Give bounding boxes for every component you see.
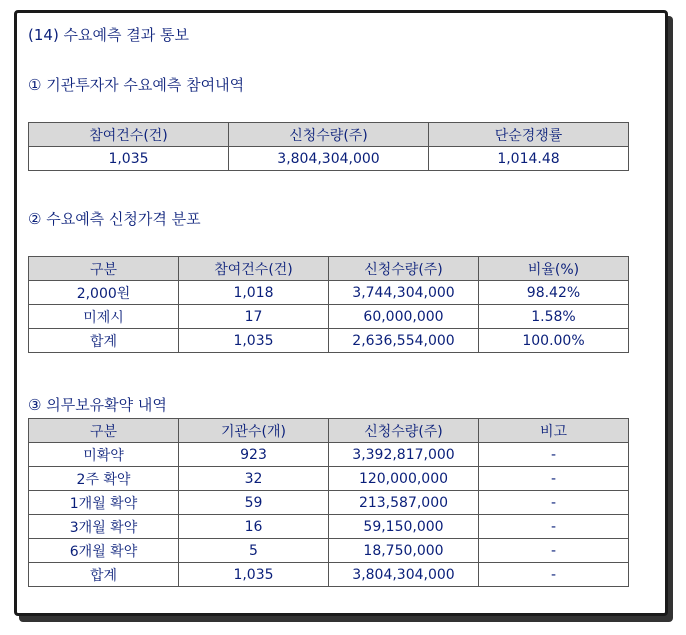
cell: - xyxy=(479,443,629,467)
cell: 6개월 확약 xyxy=(29,539,179,563)
cell: - xyxy=(479,563,629,587)
table-row xyxy=(29,305,629,329)
cell: 합계 xyxy=(29,329,179,353)
section3-heading: ③ 의무보유확약 내역 xyxy=(28,396,167,414)
cell: - xyxy=(479,515,629,539)
table-row xyxy=(29,563,629,587)
header-cell: 구분 xyxy=(29,257,179,281)
cell: 59,150,000 xyxy=(329,515,479,539)
cell: 5 xyxy=(179,539,329,563)
table-row xyxy=(29,539,629,563)
table-row xyxy=(29,281,629,305)
cell: 60,000,000 xyxy=(329,305,479,329)
header-cell: 비고 xyxy=(479,419,629,443)
table-header-row xyxy=(29,123,629,147)
header-cell: 비율(%) xyxy=(479,257,629,281)
section1-heading: ① 기관투자자 수요예측 참여내역 xyxy=(28,76,245,94)
header-cell: 단순경쟁률 xyxy=(429,123,629,147)
table-row xyxy=(29,443,629,467)
header-cell: 기관수(개) xyxy=(179,419,329,443)
cell: 1,035 xyxy=(179,329,329,353)
table-header-row xyxy=(29,419,629,443)
header-cell: 구분 xyxy=(29,419,179,443)
lockup-commitment-table xyxy=(28,418,629,587)
cell: 1,014.48 xyxy=(429,147,629,171)
header-cell: 신청수량(주) xyxy=(229,123,429,147)
table-row xyxy=(29,329,629,353)
cell: - xyxy=(479,467,629,491)
cell: 98.42% xyxy=(479,281,629,305)
cell: - xyxy=(479,539,629,563)
table-header-row xyxy=(29,257,629,281)
price-distribution-table xyxy=(28,256,629,353)
table-row xyxy=(29,467,629,491)
header-cell: 신청수량(주) xyxy=(329,419,479,443)
cell: 미제시 xyxy=(29,305,179,329)
cell: 2,000원 xyxy=(29,281,179,305)
table-row xyxy=(29,147,629,171)
header-cell: 참여건수(건) xyxy=(29,123,229,147)
cell: 합계 xyxy=(29,563,179,587)
cell: 59 xyxy=(179,491,329,515)
cell: 120,000,000 xyxy=(329,467,479,491)
cell: 100.00% xyxy=(479,329,629,353)
cell: 3,804,304,000 xyxy=(329,563,479,587)
cell: 2,636,554,000 xyxy=(329,329,479,353)
cell: 1.58% xyxy=(479,305,629,329)
header-cell: 신청수량(주) xyxy=(329,257,479,281)
table-row xyxy=(29,515,629,539)
table-row xyxy=(29,491,629,515)
cell: 1,035 xyxy=(179,563,329,587)
cell: - xyxy=(479,491,629,515)
cell: 16 xyxy=(179,515,329,539)
cell: 2주 확약 xyxy=(29,467,179,491)
cell: 1개월 확약 xyxy=(29,491,179,515)
cell: 3,392,817,000 xyxy=(329,443,479,467)
cell: 32 xyxy=(179,467,329,491)
cell: 18,750,000 xyxy=(329,539,479,563)
cell: 3개월 확약 xyxy=(29,515,179,539)
page-title: (14) 수요예측 결과 통보 xyxy=(28,26,190,44)
cell: 미확약 xyxy=(29,443,179,467)
cell: 1,035 xyxy=(29,147,229,171)
cell: 17 xyxy=(179,305,329,329)
header-cell: 참여건수(건) xyxy=(179,257,329,281)
cell: 213,587,000 xyxy=(329,491,479,515)
cell: 3,804,304,000 xyxy=(229,147,429,171)
cell: 1,018 xyxy=(179,281,329,305)
cell: 3,744,304,000 xyxy=(329,281,479,305)
participation-table xyxy=(28,122,629,171)
cell: 923 xyxy=(179,443,329,467)
section2-heading: ② 수요예측 신청가격 분포 xyxy=(28,210,201,228)
